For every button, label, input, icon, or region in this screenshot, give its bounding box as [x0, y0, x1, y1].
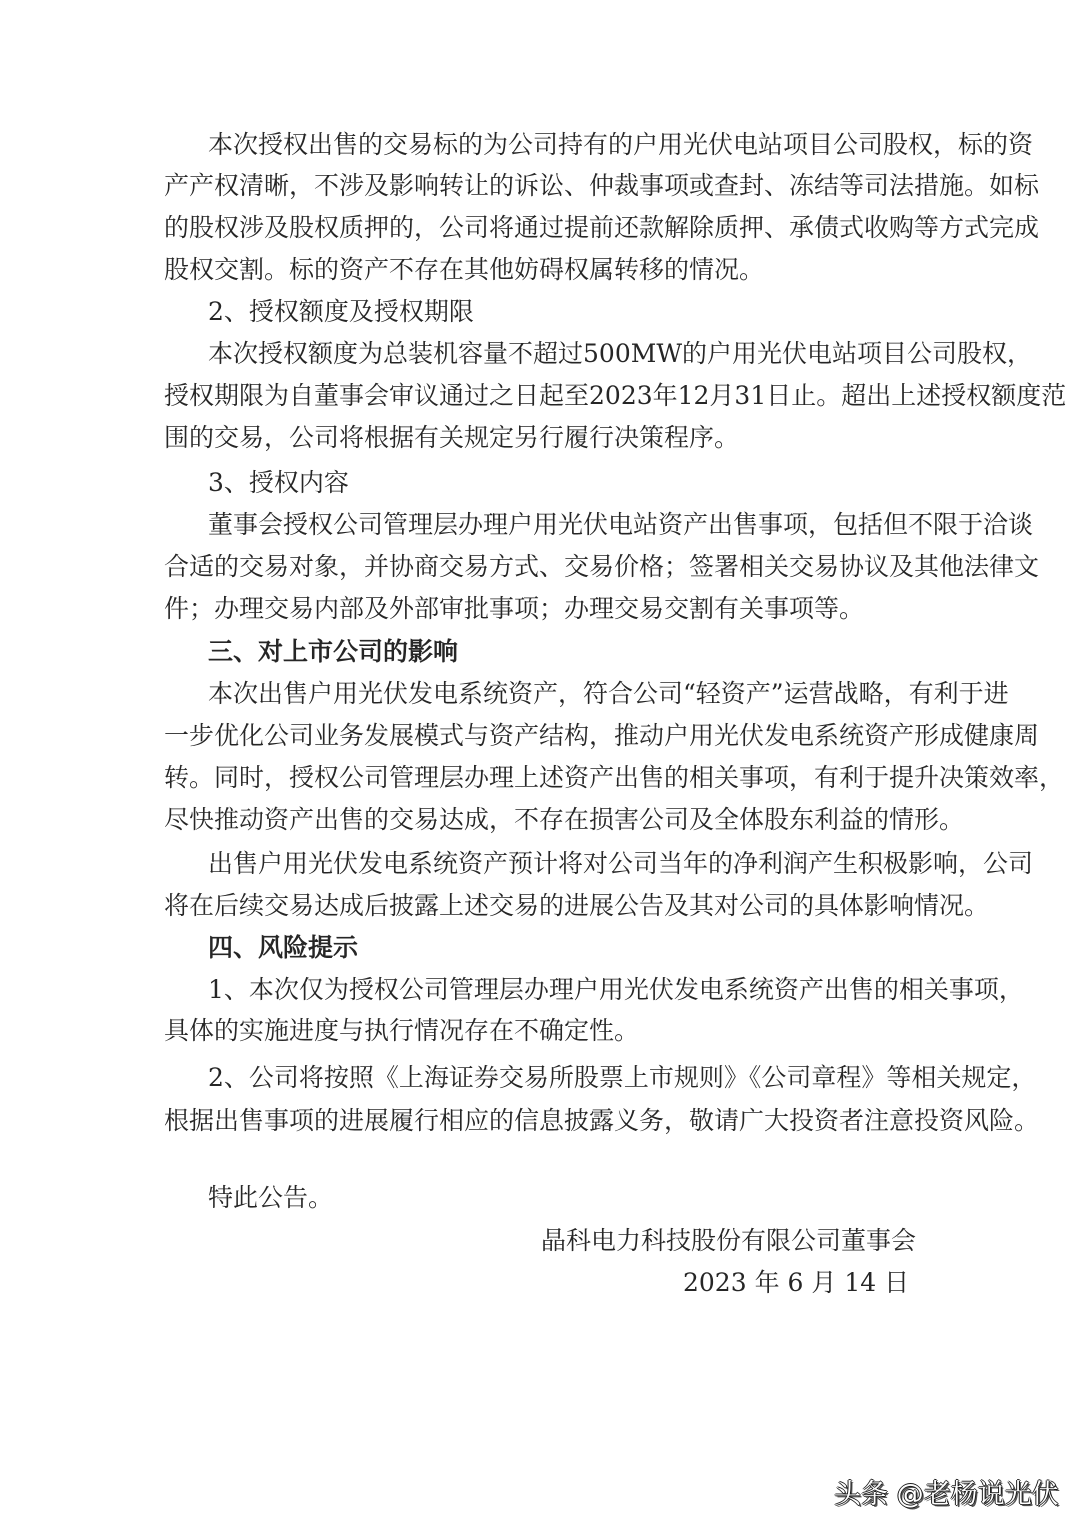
paragraph-content-line-3: 件；办理交易内部及外部审批事项；办理交易交割有关事项等。 — [164, 594, 865, 623]
paragraph-subject-line-4: 股权交割。标的资产不存在其他妨碍权属转移的情况。 — [164, 255, 765, 284]
paragraph-subject-line-3: 的股权涉及股权质押的，公司将通过提前还款解除质押、承债式收购等方式完成 — [164, 213, 1040, 242]
paragraph-impact-1-line-1: 本次出售户用光伏发电系统资产，符合公司“轻资产”运营战略，有利于进 — [208, 679, 1009, 708]
closing-statement: 特此公告。 — [208, 1183, 334, 1212]
section-heading-impact: 三、对上市公司的影响 — [208, 637, 459, 666]
watermark-author: 头条 @老杨说光伏 — [834, 1479, 1059, 1510]
paragraph-impact-1-line-2: 一步优化公司业务发展模式与资产结构，推动户用光伏发电系统资产形成健康周 — [164, 721, 1040, 750]
paragraph-impact-1-line-4: 尽快推动资产出售的交易达成，不存在损害公司及全体股东利益的情形。 — [164, 805, 965, 834]
paragraph-quota-line-3: 围的交易，公司将根据有关规定另行履行决策程序。 — [164, 423, 740, 452]
paragraph-subject-line-2: 产产权清晰，不涉及影响转让的诉讼、仲裁事项或查封、冻结等司法措施。如标 — [164, 171, 1040, 200]
signature-company: 晶科电力科技股份有限公司董事会 — [540, 1226, 916, 1255]
paragraph-quota-line-2: 授权期限为自董事会审议通过之日起至2023年12月31日止。超出上述授权额度范 — [164, 381, 1067, 410]
section-heading-risk: 四、风险提示 — [208, 933, 359, 962]
paragraph-impact-2-line-1: 出售户用光伏发电系统资产预计将对公司当年的净利润产生积极影响，公司 — [208, 849, 1034, 878]
paragraph-impact-2-line-2: 将在后续交易达成后披露上述交易的进展公告及其对公司的具体影响情况。 — [164, 891, 990, 920]
paragraph-quota-line-1: 本次授权额度为总装机容量不超过500MW的户用光伏电站项目公司股权， — [208, 339, 1033, 368]
paragraph-risk-1-line-1: 1、本次仅为授权公司管理层办理户用光伏发电系统资产出售的相关事项， — [208, 975, 1024, 1004]
signature-date: 2023 年 6 月 14 日 — [683, 1268, 910, 1297]
paragraph-risk-1-line-2: 具体的实施进度与执行情况存在不确定性。 — [164, 1016, 640, 1045]
paragraph-impact-1-line-3: 转。同时，授权公司管理层办理上述资产出售的相关事项，有利于提升决策效率， — [164, 763, 1065, 792]
paragraph-subject-line-1: 本次授权出售的交易标的为公司持有的户用光伏电站项目公司股权，标的资 — [208, 130, 1034, 159]
paragraph-content-line-1: 董事会授权公司管理层办理户用光伏电站资产出售事项，包括但不限于洽谈 — [208, 510, 1034, 539]
paragraph-risk-2-line-1: 2、公司将按照《上海证券交易所股票上市规则》《公司章程》等相关规定， — [208, 1063, 1037, 1092]
subheading-authorization-content: 3、授权内容 — [208, 468, 349, 497]
subheading-quota-and-term: 2、授权额度及授权期限 — [208, 297, 474, 326]
paragraph-content-line-2: 合适的交易对象，并协商交易方式、交易价格；签署相关交易协议及其他法律文 — [164, 552, 1040, 581]
paragraph-risk-2-line-2: 根据出售事项的进展履行相应的信息披露义务，敬请广大投资者注意投资风险。 — [164, 1106, 1040, 1135]
